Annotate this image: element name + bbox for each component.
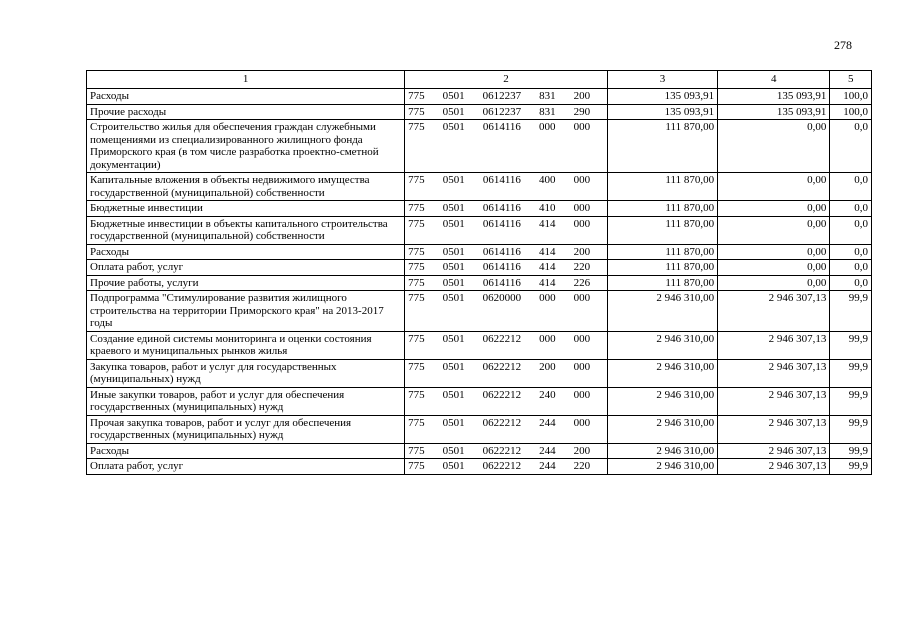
row-pct [830,104,872,120]
row-pct [830,201,872,217]
code-section: 0501 [442,388,465,401]
code-kosgu: 200 [573,90,591,102]
row-pct-value: 0,0 [854,121,868,133]
code-type: 000 [539,292,556,304]
row-done-value: 2 946 307,13 [768,460,827,472]
code-type: 000 [539,121,556,133]
code-section: 0501 [442,217,465,230]
row-name [87,359,405,387]
row-pct [830,415,872,443]
code-kosgu: 000 [573,174,591,186]
code-target: 0614116 [482,261,521,273]
code-section: 0501 [442,121,465,133]
row-done-value: 135 093,91 [776,105,827,118]
code-section: 0501 [442,276,465,289]
code-admin: 775 [408,90,425,102]
code-admin: 775 [408,332,425,345]
row-pct [830,120,872,173]
table-header-row [87,71,872,89]
code-target: 0622212 [482,388,522,401]
row-name [87,387,405,415]
code-target: 0614116 [482,276,521,289]
row-name [87,459,405,475]
row-pct-value: 0,0 [854,202,868,214]
row-done-value: 2 946 307,13 [768,444,827,457]
code-target: 0614116 [482,245,521,258]
row-done [718,443,830,459]
row-codes [405,275,608,291]
row-name-text: Капитальные вложения в объекты недвижимого имущества государственной (муниципальной) собственности [90,174,370,199]
table-row [87,387,872,415]
row-pct [830,275,872,291]
row-done-value: 0,00 [807,261,827,273]
row-plan-value: 111 870,00 [665,276,715,289]
code-section: 0501 [442,332,465,345]
row-pct [830,244,872,260]
code-section: 0501 [442,444,465,457]
code-type: 831 [539,90,556,102]
row-name [87,89,405,105]
row-pct [830,331,872,359]
row-plan [607,443,717,459]
row-pct-value: 99,9 [848,360,868,373]
code-target: 0622212 [482,416,522,429]
row-done [718,459,830,475]
row-codes [405,260,608,276]
code-admin: 775 [408,444,425,457]
row-name [87,244,405,260]
row-plan [607,459,717,475]
table-row [87,244,872,260]
row-name-text: Подпрограмма "Стимулирование развития жилищного строительства на территории Приморского края" на 2013-2017 годы [90,292,384,329]
row-pct [830,216,872,244]
row-plan [607,120,717,173]
row-pct [830,443,872,459]
row-pct [830,260,872,276]
code-section: 0501 [442,460,465,472]
row-plan [607,331,717,359]
row-done-value: 2 946 307,13 [768,292,827,304]
row-plan [607,216,717,244]
row-done-value: 0,00 [807,217,827,230]
row-pct-value: 99,9 [848,460,868,472]
row-plan-value: 2 946 310,00 [656,416,715,429]
code-type: 400 [539,174,556,186]
budget-table [86,70,872,475]
row-pct-value: 0,0 [854,261,868,273]
code-type: 240 [539,388,556,401]
row-plan-value: 2 946 310,00 [656,460,715,472]
row-plan-value: 111 870,00 [665,261,715,273]
code-section: 0501 [442,90,465,102]
row-plan-value: 135 093,91 [664,90,715,102]
code-kosgu: 000 [573,416,591,429]
code-section: 0501 [442,416,465,429]
row-done [718,275,830,291]
code-kosgu: 226 [573,276,591,289]
row-plan [607,415,717,443]
code-admin: 775 [408,202,425,214]
code-admin: 775 [408,388,425,401]
code-target: 0622212 [482,460,522,472]
row-plan [607,359,717,387]
row-name [87,443,405,459]
code-target: 0614116 [482,217,521,230]
row-codes [405,291,608,332]
code-admin: 775 [408,276,425,289]
table-body [87,89,872,475]
table-row [87,459,872,475]
code-type: 831 [539,105,556,118]
code-section: 0501 [442,292,465,304]
column-header-3: 3 [607,71,717,89]
row-pct-value: 99,9 [848,444,868,457]
code-kosgu: 000 [573,332,591,345]
table-row [87,173,872,201]
table-row [87,291,872,332]
row-name-text: Прочая закупка товаров, работ и услуг для обеспечения государственных (муниципальных) нужд [90,416,352,441]
row-pct [830,173,872,201]
code-target: 0614116 [482,174,521,186]
table-row [87,89,872,105]
code-type: 200 [539,360,556,373]
row-plan [607,291,717,332]
row-done [718,387,830,415]
row-pct [830,387,872,415]
code-kosgu: 200 [573,444,591,457]
table-row [87,359,872,387]
row-done-value: 2 946 307,13 [768,416,827,429]
table-row [87,415,872,443]
row-done-value: 2 946 307,13 [768,360,827,373]
row-pct [830,359,872,387]
row-plan [607,173,717,201]
code-type: 000 [539,332,556,345]
code-kosgu: 000 [573,121,591,133]
code-admin: 775 [408,217,425,230]
row-plan-value: 2 946 310,00 [656,292,715,304]
row-pct-value: 0,0 [854,217,868,230]
row-done-value: 135 093,91 [776,90,827,102]
row-codes [405,120,608,173]
row-name-text: Строительство жилья для обеспечения граждан служебными помещениями из специализированного жилищного фонда Приморского края (в том числе разработка проектно-сметной документации) [90,121,379,171]
table-row [87,104,872,120]
code-target: 0622212 [482,332,522,345]
code-section: 0501 [442,105,465,118]
code-target: 0620000 [482,292,522,304]
row-done-value: 0,00 [807,174,827,186]
row-name [87,275,405,291]
row-plan-value: 111 870,00 [665,121,715,133]
table-row [87,331,872,359]
code-admin: 775 [408,105,425,118]
row-codes [405,216,608,244]
code-kosgu: 290 [573,105,591,118]
row-name [87,173,405,201]
row-codes [405,415,608,443]
column-header-5: 5 [830,71,872,89]
row-pct-value: 0,0 [854,174,868,186]
code-type: 244 [539,444,556,457]
row-plan-value: 111 870,00 [665,202,715,214]
row-plan-value: 2 946 310,00 [656,332,715,345]
code-admin: 775 [408,174,425,186]
code-target: 0612237 [482,105,522,118]
row-plan [607,260,717,276]
row-plan-value: 111 870,00 [665,217,715,230]
row-codes [405,244,608,260]
code-kosgu: 200 [573,245,591,258]
table-row [87,120,872,173]
code-kosgu: 000 [573,360,591,373]
row-done-value: 0,00 [807,202,827,214]
row-done [718,415,830,443]
page-number: 278 [834,38,852,52]
code-type: 414 [539,261,556,273]
row-done-value: 0,00 [807,276,827,289]
row-codes [405,104,608,120]
code-type: 414 [539,217,556,230]
table-row [87,275,872,291]
code-kosgu: 000 [573,202,591,214]
row-name [87,201,405,217]
code-type: 410 [539,202,556,214]
row-name-text: Прочие расходы [90,105,167,118]
row-done-value: 2 946 307,13 [768,388,827,401]
row-plan [607,201,717,217]
row-done-value: 0,00 [807,245,827,258]
column-header-4: 4 [718,71,830,89]
row-codes [405,387,608,415]
row-pct-value: 99,9 [848,292,868,304]
row-plan [607,104,717,120]
row-name [87,120,405,173]
code-target: 0614116 [482,202,521,214]
table-row [87,216,872,244]
row-plan-value: 135 093,91 [664,105,715,118]
row-name [87,216,405,244]
row-name-text: Расходы [90,444,129,457]
row-name-text: Закупка товаров, работ и услуг для государственных (муниципальных) нужд [90,360,337,385]
row-name [87,104,405,120]
row-done [718,291,830,332]
row-codes [405,359,608,387]
row-plan-value: 2 946 310,00 [656,388,715,401]
code-target: 0622212 [482,444,522,457]
table-row [87,443,872,459]
row-done [718,359,830,387]
code-kosgu: 000 [573,217,591,230]
row-name [87,415,405,443]
row-done [718,201,830,217]
row-pct-value: 100,0 [843,105,868,118]
row-plan [607,387,717,415]
code-target: 0612237 [482,90,522,102]
code-section: 0501 [442,360,465,373]
code-kosgu: 000 [573,388,591,401]
row-name-text: Оплата работ, услуг [90,261,184,273]
code-admin: 775 [408,416,425,429]
row-name-text: Создание единой системы мониторинга и оценки состояния краевого и муниципальных рынков жилья [90,332,372,357]
row-pct [830,291,872,332]
code-section: 0501 [442,245,465,258]
code-admin: 775 [408,360,425,373]
row-done-value: 2 946 307,13 [768,332,827,345]
code-type: 244 [539,416,556,429]
code-kosgu: 000 [573,292,591,304]
code-type: 244 [539,460,556,472]
code-type: 414 [539,245,556,258]
row-pct-value: 99,9 [848,416,868,429]
row-codes [405,89,608,105]
row-name [87,291,405,332]
column-header-1: 1 [87,71,405,89]
code-type: 414 [539,276,556,289]
row-name-text: Расходы [90,245,129,258]
row-done [718,244,830,260]
code-kosgu: 220 [573,261,591,273]
row-plan-value: 111 870,00 [665,245,715,258]
row-plan [607,244,717,260]
table-row [87,201,872,217]
row-codes [405,331,608,359]
row-done [718,120,830,173]
code-kosgu: 220 [573,460,591,472]
row-plan [607,275,717,291]
row-done [718,104,830,120]
code-section: 0501 [442,174,465,186]
row-plan [607,89,717,105]
row-name-text: Бюджетные инвестиции [90,202,203,214]
row-pct-value: 100,0 [843,90,868,102]
code-target: 0614116 [482,121,521,133]
row-pct [830,459,872,475]
column-header-2: 2 [405,71,608,89]
code-admin: 775 [408,245,425,258]
code-admin: 775 [408,261,425,273]
row-name [87,260,405,276]
row-done [718,216,830,244]
code-target: 0622212 [482,360,522,373]
row-name [87,331,405,359]
row-name-text: Оплата работ, услуг [90,460,184,472]
row-name-text: Иные закупки товаров, работ и услуг для обеспечения государственных (муниципальных) нужд [90,388,345,413]
row-done [718,260,830,276]
row-codes [405,173,608,201]
row-plan-value: 2 946 310,00 [656,360,715,373]
row-done-value: 0,00 [807,121,827,133]
row-name-text: Прочие работы, услуги [90,276,199,289]
row-pct-value: 99,9 [848,388,868,401]
row-pct-value: 0,0 [854,245,868,258]
row-name-text: Бюджетные инвестиции в объекты капитального строительства государственной (муниципальной) собственности [90,217,388,242]
row-codes [405,443,608,459]
row-pct-value: 0,0 [854,276,868,289]
row-codes [405,459,608,475]
code-admin: 775 [408,121,425,133]
table-row [87,260,872,276]
row-done [718,173,830,201]
code-admin: 775 [408,292,425,304]
row-pct [830,89,872,105]
code-section: 0501 [442,202,465,214]
code-admin: 775 [408,460,425,472]
row-pct-value: 99,9 [848,332,868,345]
row-plan-value: 2 946 310,00 [656,444,715,457]
row-done [718,331,830,359]
row-done [718,89,830,105]
row-codes [405,201,608,217]
row-plan-value: 111 870,00 [665,174,715,186]
code-section: 0501 [442,261,465,273]
row-name-text: Расходы [90,90,129,102]
